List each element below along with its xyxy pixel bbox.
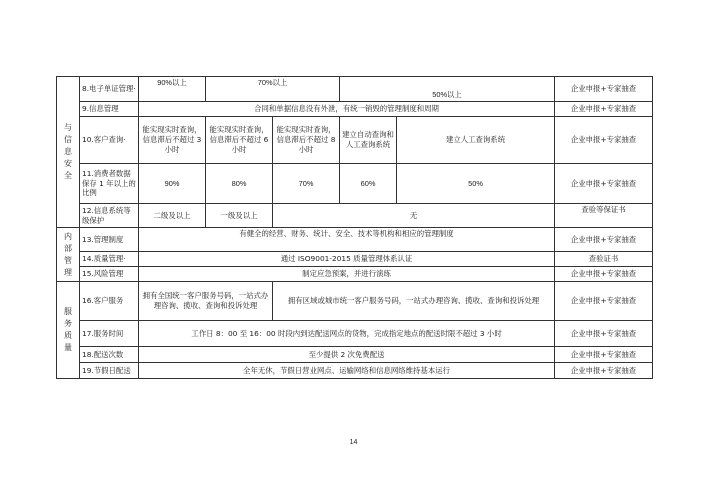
category-char: 安 [64,159,72,168]
category-char: 量 [64,343,72,352]
table-row-16 [57,282,653,321]
item-name: 19.节假日配送 [80,363,139,379]
table-row-11 [57,164,653,204]
requirement-cell: 全年无休，节假日营业网点、运输网络和信息网络维持基本运行 [139,363,555,379]
category-info-security [57,77,80,228]
category-char: 理 [64,267,72,277]
evaluation-method: 企业申报+专家抽查 [555,102,653,117]
requirement-cell: 合同和单据信息没有外泄，有统一销毁的管理制度和周期 [139,102,555,117]
category-char: 务 [64,319,72,328]
page-number: 14 [349,439,358,446]
category-char: 息 [64,147,72,156]
requirement-cell: 工作日 8：00 至 16：00 时段内到达配送网点的货物，完成指定地点的配送时限不超过 3 小时 [139,321,555,347]
table-row-19 [57,363,653,379]
level-5-cell: 50% [397,164,555,204]
table-row-9 [57,102,653,117]
item-name: 14.质量管理· [80,252,139,267]
item-name: 17.服务时间 [80,321,139,347]
item-name: 12.信息系统等级保护 [80,204,139,228]
level-1-cell: 二级及以上 [139,204,206,228]
level-2-cell: 70%以上 [206,77,340,102]
category-service-quality [57,282,80,379]
level-5-cell: 建立人工查询系统 [397,117,555,164]
evaluation-method: 企业申报+专家抽查 [555,267,653,282]
table-row-13 [57,228,653,252]
category-char: 与 [64,123,72,132]
category-char: 部 [64,243,72,253]
level-2-cell: 拥有区域或城市统一客户服务号码，一站式办理咨询、揽收、查询和投诉处理 [273,282,555,321]
evaluation-method: 企业申报+专家抽查 [555,77,653,102]
item-name: 15.风险管理 [80,267,139,282]
item-name: 9.信息管理 [80,102,139,117]
item-name: 18.配送次数 [80,347,139,363]
table-row-8 [57,77,653,102]
category-char: 信 [64,135,72,144]
evaluation-table [56,76,653,379]
requirement-cell: 有健全的经营、财务、统计、安全、技术等机构和相应的管理制度 [139,228,555,252]
table-row-14 [57,252,653,267]
level-3-cell: 50%以上 [340,77,555,102]
evaluation-method: 企业申报+专家抽查 [555,164,653,204]
evaluation-method: 企业申报+专家抽查 [555,347,653,363]
table-row-12 [57,204,653,228]
level-1-cell: 90% [139,164,206,204]
level-1-cell: 90%以上 [139,77,206,102]
level-2-cell: 80% [206,164,273,204]
evaluation-method: 企业申报+专家抽查 [555,228,653,252]
level-3-cell: 无 [273,204,555,228]
requirement-cell: 通过 ISO9001-2015 质量管理体系认证 [139,252,555,267]
level-2-cell: 一级及以上 [206,204,273,228]
category-char: 内 [64,231,72,241]
item-name: 8.电子单证管理· [80,77,139,102]
table-row-15 [57,267,653,282]
evaluation-method: 企业申报+专家抽查 [555,117,653,164]
requirement-cell: 至少提供 2 次免费配送 [139,347,555,363]
item-name: 13.管理制度 [80,228,139,252]
level-4-cell: 60% [340,164,397,204]
requirement-cell: 制定应急预案，并进行演练 [139,267,555,282]
level-1-cell: 能实现实时查询，信息滞后不超过 3 小时 [139,117,206,164]
level-3-cell: 能实现实时查询，信息滞后不超过 8 小时 [273,117,340,164]
category-char: 管 [64,255,72,265]
table-row-17 [57,321,653,347]
table-row-18 [57,347,653,363]
level-4-cell: 建立自动查询和人工查询系统 [340,117,397,164]
table-row-10 [57,117,653,164]
level-3-cell: 70% [273,164,340,204]
evaluation-method: 企业申报+专家抽查 [555,282,653,321]
level-1-cell: 拥有全国统一客户服务号码，一站式办理咨询、揽收、查询和投诉处理 [139,282,273,321]
item-name: 11.消费者数据保存 1 年以上的比例 [80,164,139,204]
category-internal-management [57,228,80,282]
evaluation-method: 查验等保证书 [555,204,653,228]
evaluation-method: 企业申报+专家抽查 [555,321,653,347]
evaluation-method: 查验证书 [555,252,653,267]
level-2-cell: 能实现实时查询，信息滞后不超过 6 小时 [206,117,273,164]
item-name: 10.客户查询· [80,117,139,164]
item-name: 16.客户服务 [80,282,139,321]
category-char: 服 [64,307,72,316]
evaluation-method: 企业申报+专家抽查 [555,363,653,379]
category-char: 全 [64,171,72,180]
category-char: 质 [64,331,72,340]
